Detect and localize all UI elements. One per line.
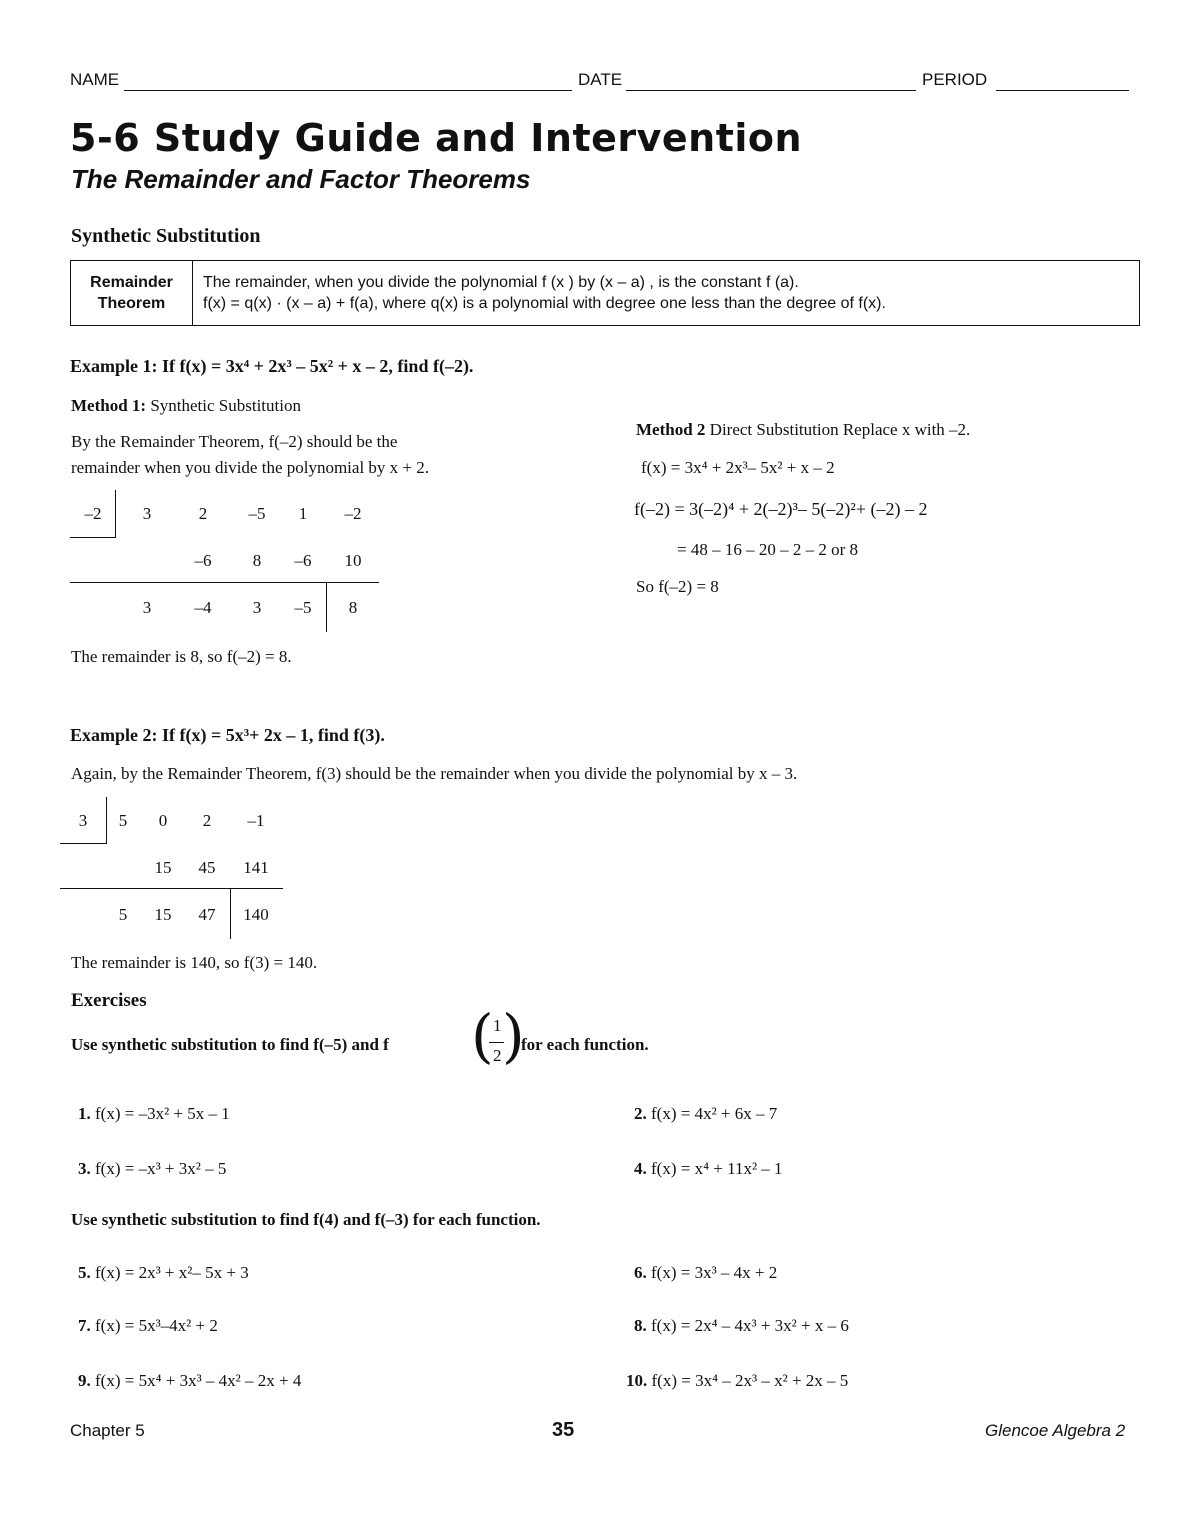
division1-r2-c2: –6 [194, 551, 212, 570]
exercise-number: 4. [634, 1159, 647, 1178]
division1-r1-c4: 1 [298, 504, 308, 523]
exercise-number: 3. [78, 1159, 91, 1178]
exercise-1 [78, 1104, 230, 1124]
example1-heading: Example 1: If f(x) = 3x⁴ + 2x³ – 5x² + x – 2, find f(–2). [70, 356, 474, 376]
division1-r2-c3: 8 [252, 551, 262, 570]
theorem-content [203, 272, 886, 314]
division1-r3-c1: 3 [142, 598, 152, 617]
method1-line [71, 396, 301, 416]
division1-bracket-horizontal [70, 537, 116, 538]
exercise-expression: f(x) = 2x³ + x²– 5x + 3 [95, 1263, 249, 1282]
theorem-label-line1: Remainder [90, 274, 173, 291]
method2-line2: f(–2) = 3(–2)⁴ + 2(–2)³– 5(–2)²+ (–2) – 2 [634, 499, 928, 519]
division2-r3-c2: 15 [154, 905, 172, 924]
exercise-expression: f(x) = –3x² + 5x – 1 [95, 1104, 230, 1123]
exercise-number: 9. [78, 1371, 91, 1390]
page-subtitle: The Remainder and Factor Theorems [71, 164, 531, 194]
division1-remainder: 8 [348, 598, 358, 617]
exercise-expression: f(x) = –x³ + 3x² – 5 [95, 1159, 227, 1178]
method1-text-line2: remainder when you divide the polynomial by x + 2. [71, 458, 430, 477]
division2-r1-c2: 0 [158, 811, 168, 830]
exercise-number: 1. [78, 1104, 91, 1123]
fraction-denominator: 2 [493, 1046, 502, 1065]
method2-heading: Method 2 [636, 420, 706, 439]
fraction-left-paren: ( [471, 1002, 494, 1070]
division1-r3-c4: –5 [294, 598, 312, 617]
exercise-expression: f(x) = 4x² + 6x – 7 [651, 1104, 778, 1123]
exercises-heading: Exercises [71, 990, 147, 1011]
exercise-number: 10. [626, 1371, 648, 1390]
footer-chapter: Chapter 5 [70, 1421, 145, 1440]
division1-r1-c2: 2 [198, 504, 208, 523]
footer-book: Glencoe Algebra 2 [985, 1421, 1126, 1440]
division2-remainder: 140 [243, 905, 269, 924]
division1-sum-line [70, 582, 379, 583]
division2-r2-c2: 15 [154, 858, 172, 877]
division2-r1-c4: –1 [247, 811, 265, 830]
exercise-number: 5. [78, 1263, 91, 1282]
theorem-label-line2: Theorem [97, 295, 166, 312]
exercises-instruction1-pre: Use synthetic substitution to find f(–5) and f [71, 1035, 389, 1054]
exercise-expression: f(x) = 2x⁴ – 4x³ + 3x² + x – 6 [651, 1316, 849, 1335]
exercises-instruction2: Use synthetic substitution to find f(4) and f(–3) for each function. [71, 1210, 541, 1229]
exercise-9 [78, 1371, 301, 1391]
method2-line3: = 48 – 16 – 20 – 2 – 2 or 8 [677, 540, 858, 559]
date-label: DATE [578, 70, 623, 89]
division2-bracket-horizontal [60, 843, 107, 844]
division2-r1-c3: 2 [202, 811, 212, 830]
example2-conclusion: The remainder is 140, so f(3) = 140. [71, 953, 318, 972]
theorem-line2: f(x) = q(x) · (x – a) + f(a), where q(x) is a polynomial with degree one less than the degree of f(x). [203, 295, 886, 312]
name-label: NAME [70, 70, 120, 89]
fraction-right-paren: ) [502, 1002, 525, 1070]
method1-name: Synthetic Substitution [150, 396, 301, 415]
division2-r2-c3: 45 [198, 858, 216, 877]
exercise-8 [634, 1316, 849, 1336]
division1-bracket-vertical [115, 490, 116, 537]
division1-r3-c2: –4 [194, 598, 212, 617]
method2-line [636, 420, 970, 440]
exercise-5 [78, 1263, 249, 1283]
exercise-10 [626, 1371, 848, 1391]
date-line[interactable] [626, 90, 916, 91]
exercise-expression: f(x) = 3x³ – 4x + 2 [651, 1263, 778, 1282]
theorem-divider [192, 261, 193, 325]
example2-text: Again, by the Remainder Theorem, f(3) should be the remainder when you divide the polynomial by x – 3. [71, 764, 798, 783]
division1-r1-c3: –5 [248, 504, 266, 523]
division1-r3-c3: 3 [252, 598, 262, 617]
example1-conclusion: The remainder is 8, so f(–2) = 8. [71, 647, 292, 666]
exercises-instruction1-post: for each function. [521, 1035, 649, 1054]
exercise-2 [634, 1104, 777, 1124]
footer-page-number: 35 [552, 1419, 575, 1441]
division2-r3-c3: 47 [198, 905, 216, 924]
period-label: PERIOD [922, 70, 988, 89]
name-line[interactable] [124, 90, 572, 91]
method2-text: Direct Substitution Replace x with –2. [709, 420, 971, 439]
example2-heading: Example 2: If f(x) = 5x³+ 2x – 1, find f(3). [70, 725, 385, 745]
division1-r2-c4: –6 [294, 551, 312, 570]
division2-r2-c4: 141 [243, 858, 269, 877]
period-line[interactable] [996, 90, 1129, 91]
division2-r1-c1: 5 [118, 811, 128, 830]
division1-divisor: –2 [84, 504, 102, 523]
fraction-numerator: 1 [493, 1016, 502, 1035]
method1-heading: Method 1: [71, 396, 147, 415]
exercise-7 [78, 1316, 218, 1336]
division2-sum-line [60, 888, 283, 889]
exercise-number: 2. [634, 1104, 647, 1123]
method2-line4: So f(–2) = 8 [636, 577, 719, 596]
exercise-number: 7. [78, 1316, 91, 1335]
exercise-number: 6. [634, 1263, 647, 1282]
division1-remainder-bar [326, 583, 327, 632]
exercise-4 [634, 1159, 783, 1179]
exercise-3 [78, 1159, 226, 1179]
exercise-expression: f(x) = x⁴ + 11x² – 1 [651, 1159, 783, 1178]
theorem-line1: The remainder, when you divide the polynomial f (x ) by (x – a) , is the constant f (a). [203, 274, 799, 291]
division1-r1-c5: –2 [344, 504, 362, 523]
exercise-number: 8. [634, 1316, 647, 1335]
theorem-label [71, 272, 192, 314]
division1-r1-c1: 3 [142, 504, 152, 523]
exercise-expression: f(x) = 5x⁴ + 3x³ – 4x² – 2x + 4 [95, 1371, 302, 1390]
exercise-expression: f(x) = 5x³–4x² + 2 [95, 1316, 218, 1335]
division1-r2-c5: 10 [344, 551, 362, 570]
method1-text-line1: By the Remainder Theorem, f(–2) should be the [71, 432, 398, 451]
section-title: Synthetic Substitution [71, 225, 261, 247]
division2-remainder-bar [230, 889, 231, 939]
exercise-expression: f(x) = 3x⁴ – 2x³ – x² + 2x – 5 [651, 1371, 849, 1390]
theorem-box [70, 260, 1140, 326]
division2-divisor: 3 [78, 811, 88, 830]
method2-line1: f(x) = 3x⁴ + 2x³– 5x² + x – 2 [641, 458, 835, 477]
page-title: 5-6 Study Guide and Intervention [70, 116, 803, 160]
division2-r3-c1: 5 [118, 905, 128, 924]
exercise-6 [634, 1263, 777, 1283]
